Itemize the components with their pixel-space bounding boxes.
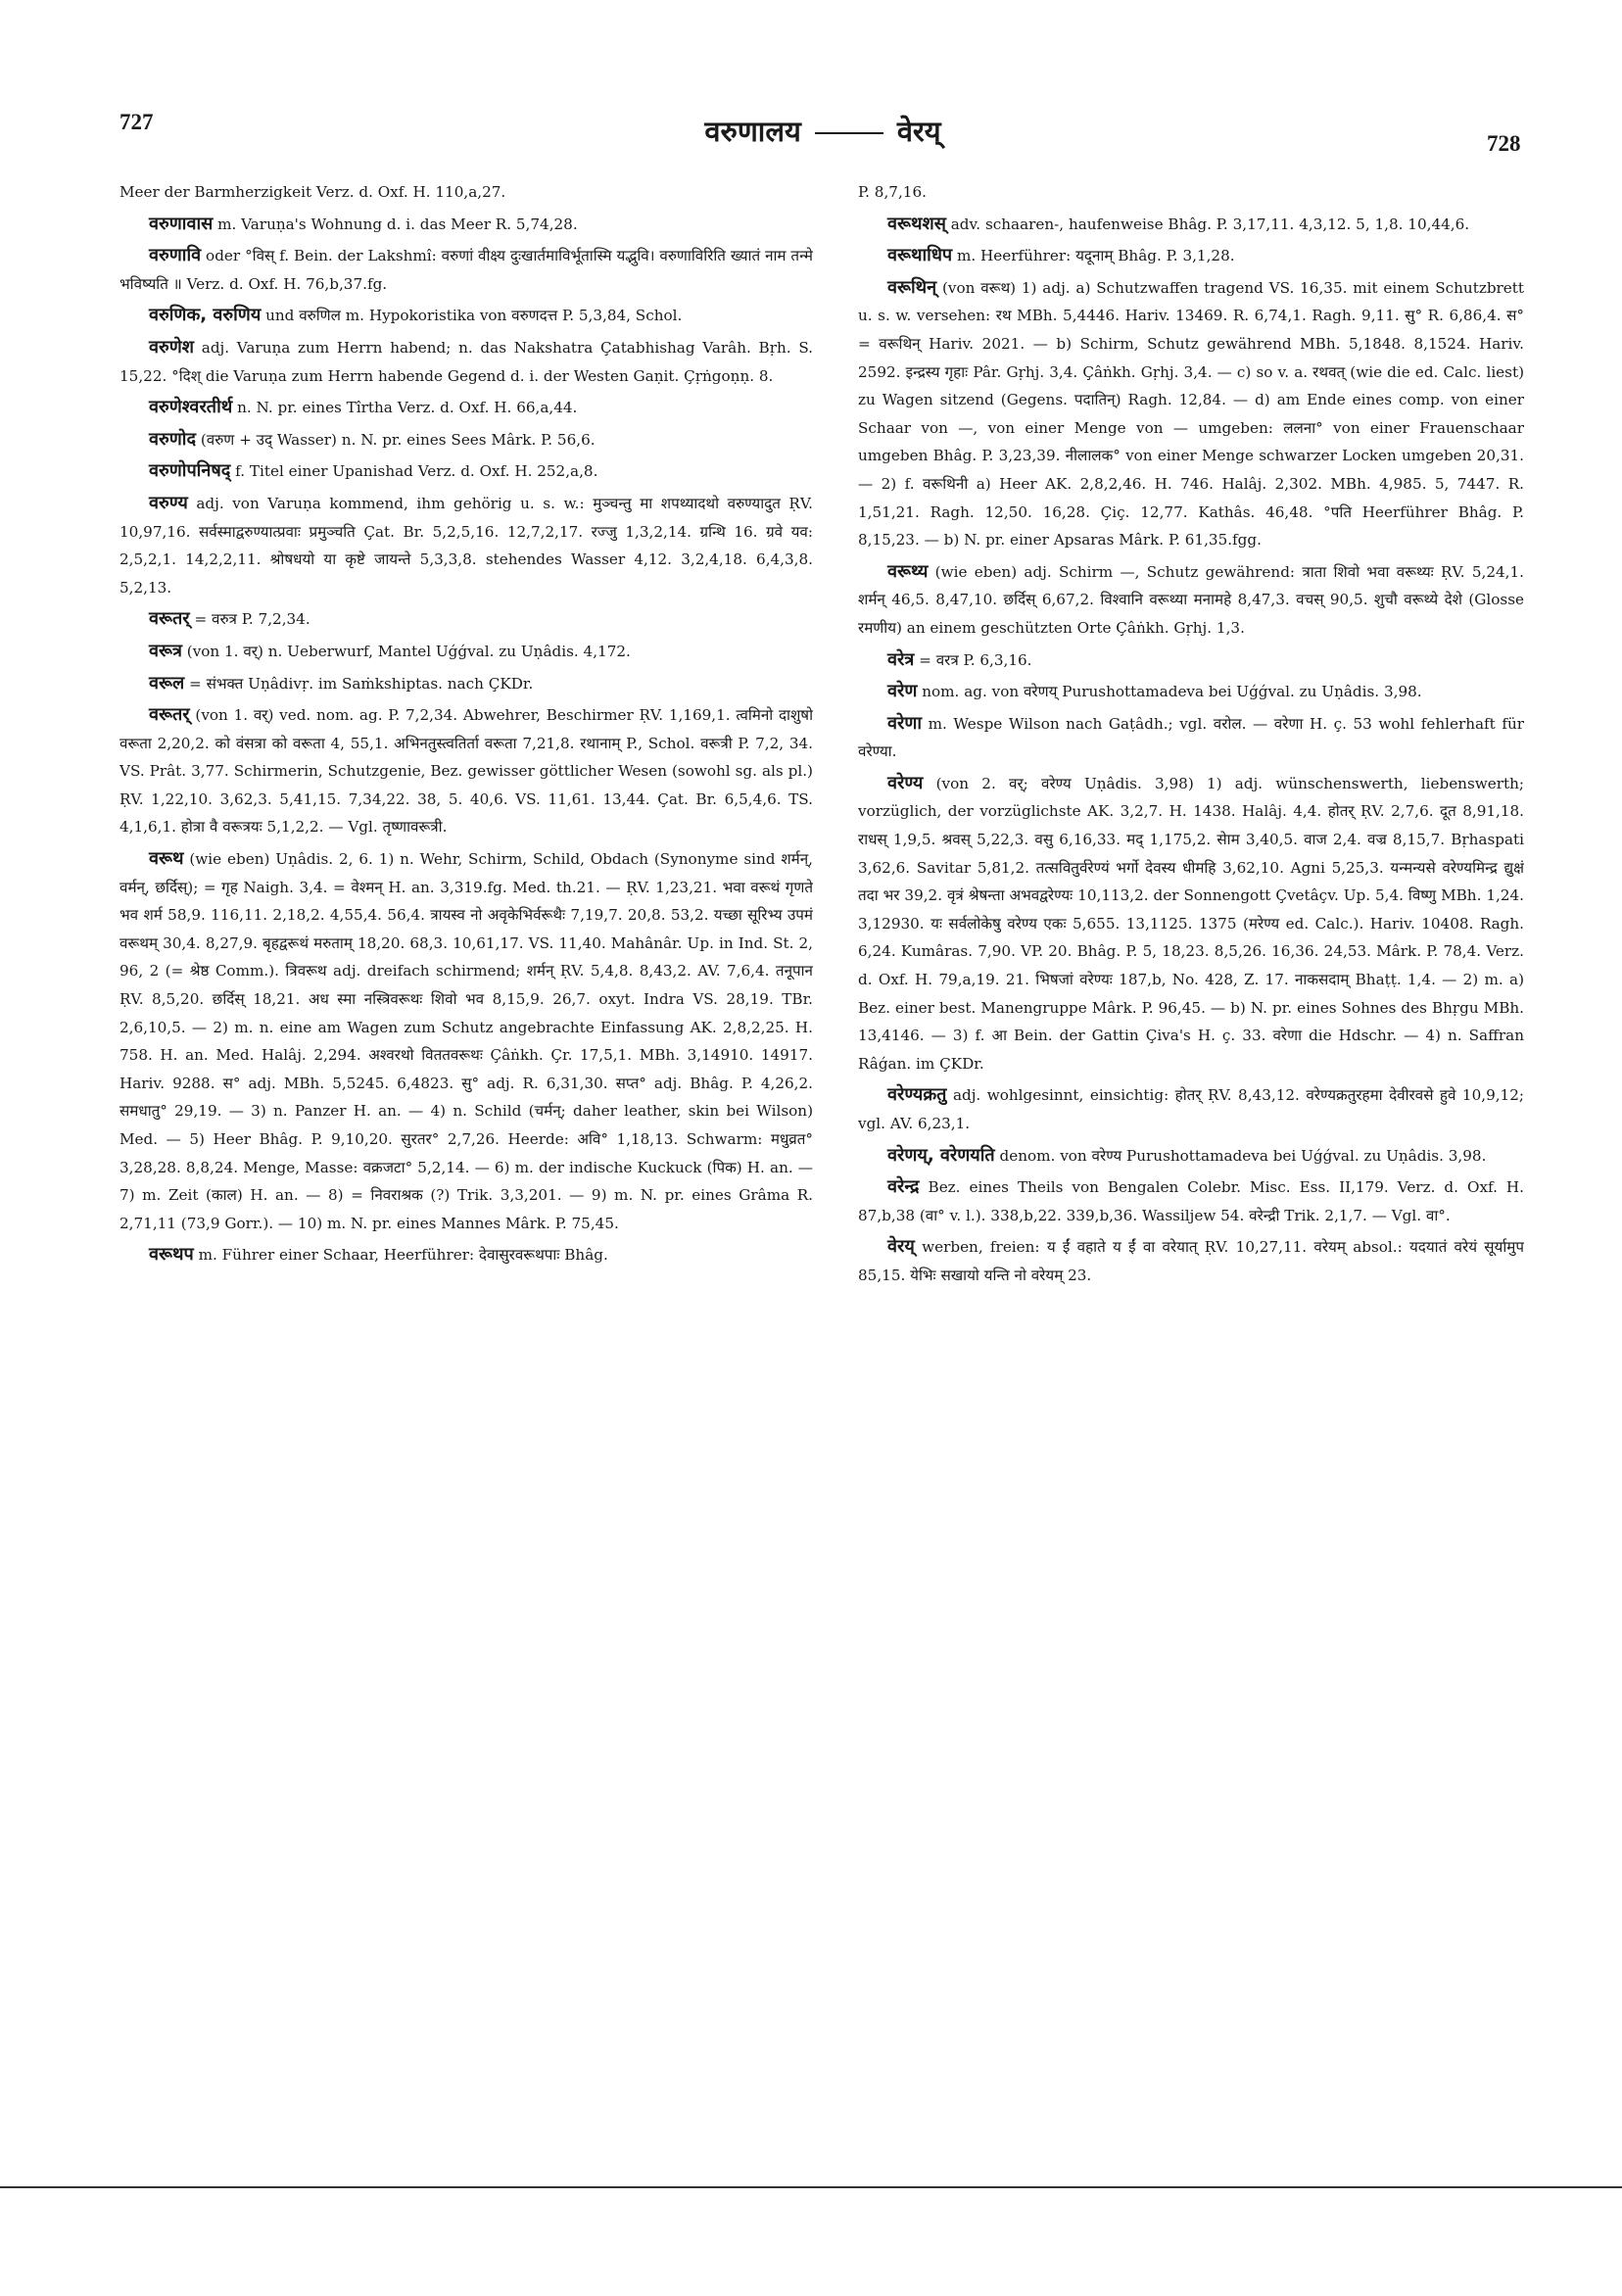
entry-text: adj. Varuṇa zum Herrn habend; n. das Nakshatra Çatabhishag Varâh. Bṛh. S. 15,22. °दिश् die Varuṇa zum Herrn habende Gegend d. i. der Westen Gaṇit. Çṛṅgoṇṇ. 8. xyxy=(119,338,813,385)
entry-text: m. Führer einer Schaar, Heerführer: देवासुरवरूथपाः Bhâg. xyxy=(198,1246,608,1265)
dictionary-entry xyxy=(119,701,813,841)
entry-text: nom. ag. von वरेणय् Purushottamadeva bei Uǵǵval. zu Uṇâdis. 3,98. xyxy=(922,683,1422,701)
entry-headword: वरुणोपनिषद् xyxy=(149,460,231,482)
dictionary-entry xyxy=(858,211,1524,239)
entry-headword: वरूत्र xyxy=(149,640,182,661)
header-title-right: वेरय् xyxy=(896,115,941,148)
dictionary-entry xyxy=(119,638,813,666)
entry-text: werben, freien: य ईं वहाते य ईं वा वरेयात् ṚV. 10,27,11. वरेयम् absol.: यदयातं वरेयं सूर्यामुप 85,15. येभिः सखायो यन्ति नो वरेयम् 23. xyxy=(858,1238,1524,1284)
bottom-rule xyxy=(0,2186,1622,2188)
entry-text: m. Heerführer: यदूनाम् Bhâg. P. 3,1,28. xyxy=(956,247,1235,265)
entry-headword: वरेत्र xyxy=(887,648,915,670)
entry-text: adj. wohlgesinnt, einsichtig: होतर् ṚV. 8,43,12. वरेण्यक्रतुरहमा देवीरवसे हुवे 10,9,12; vgl. AV. 6,23,1. xyxy=(858,1086,1524,1132)
entry-headword: वरुणेश्वरतीर्थ xyxy=(149,397,233,418)
entry-text: f. Titel einer Upanishad Verz. d. Oxf. H. 252,a,8. xyxy=(235,462,598,481)
entry-headword: वेरय् xyxy=(887,1236,915,1258)
entry-headword: वरेण्यक्रतु xyxy=(887,1084,947,1106)
entry-text: (wie eben) Uṇâdis. 2, 6. 1) n. Wehr, Schirm, Schild, Obdach (Synonyme sind शर्मन्, वर्मन्, छर्दिस्); = गृह Naigh. 3,4. = वेश्मन् H. an. 3,319.fg. Med. th.21. — ṚV. 1,23,21. भवा वरूथं गृणते भव शर्म 58,9. 116,11. 2,18,2. 4,55,4. 56,4. त्रायस्व नो अवृकेभिर्वरूथैः 7,19,7. 20,8. 53,2. यच्छा सूरिभ्य उपमं वरूथम् 30,4. 8,27,9. बृहद्वरूथं मरुताम् 18,20. 68,3. 10,61,17. VS. 11,40. Mahânâr. Up. in Ind. St. 2, 96, 2 (= श्रेष्ठ Comm.). त्रिवरूथ adj. dreifach schirmend; शर्मन् ṚV. 5,4,8. 8,43,2. AV. 7,6,4. तनूपान ṚV. 8,5,20. छर्दिस् 18,21. अध स्मा नस्त्रिवरूथः शिवो भव 8,15,9. 26,7. oxyt. Indra VS. 28,19. TBr. 2,6,10,5. — 2) m. n. eine am Wagen zum Schutz angebrachte Einfassung AK. 2,8,2,25. H. 758. H. an. Med. Halâj. 2,294. अश्वरथो विततवरूथः Çâṅkh. Çr. 17,5,1. MBh. 3,14910. 14917. Hariv. 9288. स° adj. MBh. 5,5245. 6,4823. सु° adj. R. 6,31,30. सप्त° adj. Bhâg. P. 4,26,2. समधातु° 29,19. — 3) n. Panzer H. an. — 4) n. Schild (चर्मन्; daher leather, skin bei Wilson) Med. — 5) Heer Bhâg. P. 9,10,20. सुरतर° 2,7,26. Heerde: अवि° 1,18,13. Schwarm: मधुव्रत° 3,28,28. 8,8,24. Menge, Masse: वक्रजटा° 5,2,14. — 6) m. der indische Kuckuck (पिक) H. an. — 7) m. Zeit (काल) H. an. — 8) = निवराश्रक (?) Trik. 3,3,201. — 9) m. N. pr. eines Grâma R. 2,71,11 (73,9 Gorr.). — 10) m. N. pr. eines Mannes Mârk. P. 75,45. xyxy=(119,850,813,1232)
dictionary-entry xyxy=(119,334,813,390)
entry-headword: वरूतर् xyxy=(149,608,190,630)
entry-headword: वरेण xyxy=(887,681,918,702)
entry-text: (वरुण + उद् Wasser) n. N. pr. eines Sees Mârk. P. 56,6. xyxy=(200,430,596,449)
dictionary-entry xyxy=(119,457,813,486)
entry-text: = वरुत्र P. 7,2,34. xyxy=(194,610,310,629)
entry-headword: वरेणय्, वरेणयति xyxy=(887,1144,995,1166)
entry-text: (von 1. वर्) n. Ueberwurf, Mantel Uǵǵval. zu Uṇâdis. 4,172. xyxy=(186,642,631,660)
dictionary-entry xyxy=(119,670,813,698)
entry-headword: वरेण्य xyxy=(887,772,924,793)
entry-headword: वरुणेश xyxy=(149,336,195,358)
dictionary-entry xyxy=(858,558,1524,643)
dictionary-entry xyxy=(858,1081,1524,1137)
entry-text: adj. von Varuṇa kommend, ihm gehörig u. s. w.: मुञ्चन्तु मा शपथ्यादथो वरुण्यादुत ṚV. 10,97,16. सर्वस्माद्वरुण्यात्प्रवाः प्रमुञ्चति Çat. Br. 5,2,5,16. 12,7,2,17. रज्जु 1,3,2,14. ग्रन्थि 16. ग्रवे यव: 2,5,2,1. 14,2,2,11. श्रोषधयो या कृष्टे जायन्ते 5,3,3,8. stehendes Wasser 4,12. 3,2,4,18. 6,4,3,8. 5,2,13. xyxy=(119,494,813,597)
entry-text: adv. schaaren-, haufenweise Bhâg. P. 3,17,11. 4,3,12. 5, 1,8. 10,44,6. xyxy=(950,215,1470,233)
header-title-left: वरुणालय xyxy=(704,115,801,148)
entry-headword: वरेणा xyxy=(887,712,923,734)
entry-text: (von वरूथ) 1) adj. a) Schutzwaffen tragend VS. 16,35. mit einem Schutzbrett u. s. w. versehen: रथ MBh. 5,4446. Hariv. 13469. R. 6,74,1. Ragh. 9,11. सु° R. 6,86,4. स° = वरूथिन् Hariv. 2021. — b) Schirm, Schutz gewährend MBh. 5,1848. 8,1524. Hariv. 2592. इन्द्रस्य गृहाः Pâr. Gṛhj. 3,4. Çâṅkh. Gṛhj. 3,4. — c) so v. a. रथवत् (wie die ed. Calc. liest) zu Wagen sitzend (Gegens. पदातिन्) Ragh. 12,84. — d) am Ende eines comp. von einer Schaar von —, von einer Menge von — umgeben: ललना° von einer Frauenschaar umgeben Bhâg. P. 3,23,39. नीलालक° von einer Menge schwarzer Locken umgeben 20,31. — 2) f. वरूथिनी a) Heer AK. 2,8,2,46. H. 746. Halâj. 2,302. MBh. 4,985. 5, 7447. R. 1,51,21. Ragh. 12,50. 16,28. Çiç. 12,77. Kathâs. 46,48. °पति Heerführer Bhâg. P. 8,15,23. — b) N. pr. einer Apsaras Mârk. P. 61,35.fgg. xyxy=(858,278,1524,550)
left-column xyxy=(119,178,813,2020)
entry-text: n. N. pr. eines Tîrtha Verz. d. Oxf. H. 66,a,44. xyxy=(237,399,578,417)
entry-headword: वरुण्य xyxy=(149,492,188,513)
entry-text: denom. von वरेण्य Purushottamadeva bei Uǵǵval. zu Uṇâdis. 3,98. xyxy=(999,1146,1487,1165)
running-header xyxy=(588,112,1058,150)
dictionary-entry xyxy=(119,178,813,207)
entry-text: (von 2. वर्; वरेण्य Uṇâdis. 3,98) 1) adj. wünschenswerth, liebenswerth; vorzüglich, der vorzüglichste AK. 3,2,7. H. 1438. Halâj. 4,4. होतर् ṚV. 2,7,6. दूत 8,91,18. राधस् 1,9,5. श्रवस् 5,22,3. वसु 6,16,33. मद् 1,175,2. सेाम 3,40,5. वाज 2,4. वज्र 8,15,7. Bṛhaspati 3,62,6. Savitar 5,81,2. तत्सवितुर्वरेण्यं भर्गो देवस्य धीमहि 3,62,10. Agni 5,25,3. यन्मन्यसे वरेण्यमिन्द्र द्युक्षं तदा भर 39,2. वृत्रं श्रेषन्ता अभवद्वरेण्यः 10,113,2. der Sonnengott Çvetâçv. Up. 5,4. विष्णु MBh. 1,24. 3,12930. यः सर्वलोकेषु वरेण्य एकः 5,655. 13,1125. 1375 (मरेण्य ed. Calc.). Hariv. 10408. Ragh. 6,24. Kumâras. 7,90. VP. 20. Bhâg. P. 5, 18,23. 8,5,26. 16,36. 24,53. Mârk. P. 78,4. Verz. d. Oxf. H. 79,a,19. 21. भिषजां वरेण्यः 187,b, No. 428, Z. 17. नाकसदाम् Bhaṭṭ. 1,4. — 2) m. a) Bez. einer best. Manengruppe Mârk. P. 96,45. — b) N. pr. eines Sohnes des Bhṛgu MBh. 13,4146. — 3) f. आ Bein. der Gattin Çiva's H. ç. 33. वरेणा die Hdschr. — 4) n. Saffran Râǵan. im ÇKDr. xyxy=(858,774,1524,1073)
dictionary-entry xyxy=(858,178,1524,207)
dictionary-entry xyxy=(858,710,1524,766)
entry-headword: वरूथ्य xyxy=(887,560,929,582)
entry-text: und वरुणिल m. Hypokoristika von वरुणदत्त P. 5,3,84, Schol. xyxy=(265,307,683,325)
dictionary-entry xyxy=(858,1233,1524,1289)
dictionary-entry xyxy=(119,1241,813,1269)
entry-text: P. 8,7,16. xyxy=(858,183,927,201)
entry-text: oder °विस् f. Bein. der Lakshmî: वरुणां वीक्ष्य दुःखार्तमाविर्भूतास्मि यद्भुवि। वरुणाविरिति ख्यातं नाम तन्मे भविष्यति ॥ Verz. d. Oxf. H. 76,b,37.fg. xyxy=(119,247,813,293)
entry-headword: वरुणावास xyxy=(149,213,214,234)
header-dash xyxy=(815,132,883,134)
entry-headword: वरुणावि xyxy=(149,245,202,266)
entry-text: Meer der Barmherzigkeit Verz. d. Oxf. H. 110,a,27. xyxy=(119,183,506,201)
entry-text: (wie eben) adj. Schirm —, Schutz gewährend: त्राता शिवो भवा वरूथ्यः ṚV. 5,24,1. शर्मन् 46,5. 8,47,10. छर्दिस् 6,67,2. विश्वानि वरूथ्या मनामहे 8,47,3. वचस् 90,5. शुचौ वरूथ्ये देशे (Glosse रमणीय) an einem geschützten Orte Çâṅkh. Gṛhj. 1,3. xyxy=(858,562,1524,637)
dictionary-entry xyxy=(119,211,813,239)
dictionary-entry xyxy=(119,490,813,601)
dictionary-entry xyxy=(858,274,1524,554)
entry-text: = संभक्त Uṇâdivṛ. im Saṁkshiptas. nach ÇKDr. xyxy=(189,674,534,693)
right-column xyxy=(858,178,1524,2020)
dictionary-entry xyxy=(858,678,1524,706)
dictionary-entry xyxy=(119,302,813,330)
page-number-right: 728 xyxy=(1487,131,1521,156)
entry-headword: वरूतर् xyxy=(149,704,190,726)
dictionary-entry xyxy=(119,845,813,1237)
entry-text: m. Wespe Wilson nach Gaṭâdh.; vgl. वरोल. — वरेणा H. ç. 53 wohl fehlerhaft für वरेण्या. xyxy=(858,714,1524,761)
entry-text: (von 1. वर्) ved. nom. ag. P. 7,2,34. Abwehrer, Beschirmer ṚV. 1,169,1. त्वमिनो दाशुषो वरूता 2,20,2. को वंसत्रा को वरूता 4, 55,1. अभिनतुस्त्वतिर्ता वरूता 7,21,8. रथानाम् P., Schol. वरूत्री P. 7,2, 34. VS. Prât. 3,77. Schirmerin, Schutzgenie, Bez. gewisser göttlicher Wesen (sowohl sg. als pl.) ṚV. 1,22,10. 3,62,3. 5,41,15. 7,34,22. 38, 5. 40,6. VS. 11,61. 13,44. Çat. Br. 6,5,4,6. TS. 4,1,6,1. होत्रा वै वरूत्रयः 5,1,2,2. — Vgl. तृष्णावरूत्री. xyxy=(119,706,813,837)
entry-headword: वरूथिन् xyxy=(887,276,937,298)
dictionary-entry xyxy=(119,242,813,298)
entry-text: = वरत्र P. 6,3,16. xyxy=(919,650,1032,669)
entry-headword: वरूथाधिप xyxy=(887,245,953,266)
entry-headword: वरुणोद xyxy=(149,428,197,450)
entry-headword: वरूथ xyxy=(149,848,184,870)
entry-headword: वरूल xyxy=(149,672,185,694)
dictionary-entry xyxy=(119,426,813,454)
dictionary-entry xyxy=(119,394,813,422)
entry-headword: वरूथप xyxy=(149,1244,194,1266)
dictionary-entry xyxy=(858,1142,1524,1171)
entry-headword: वरुणिक, वरुणिय xyxy=(149,305,262,326)
dictionary-entry xyxy=(858,1173,1524,1229)
dictionary-entry xyxy=(858,770,1524,1078)
entry-headword: वरूथशस् xyxy=(887,213,946,234)
entry-text: m. Varuṇa's Wohnung d. i. das Meer R. 5,74,28. xyxy=(217,215,578,233)
entry-headword: वरेन्द्र xyxy=(887,1176,920,1198)
dictionary-entry xyxy=(119,605,813,634)
page-number-left: 727 xyxy=(119,110,154,134)
dictionary-entry xyxy=(858,646,1524,675)
dictionary-entry xyxy=(858,242,1524,270)
entry-text: Bez. eines Theils von Bengalen Colebr. Misc. Ess. II,179. Verz. d. Oxf. H. 87,b,38 (वा° v. l.). 338,b,22. 339,b,36. Wassiljew 54. वरेन्द्री Trik. 2,1,7. — Vgl. वा°. xyxy=(858,1178,1524,1224)
